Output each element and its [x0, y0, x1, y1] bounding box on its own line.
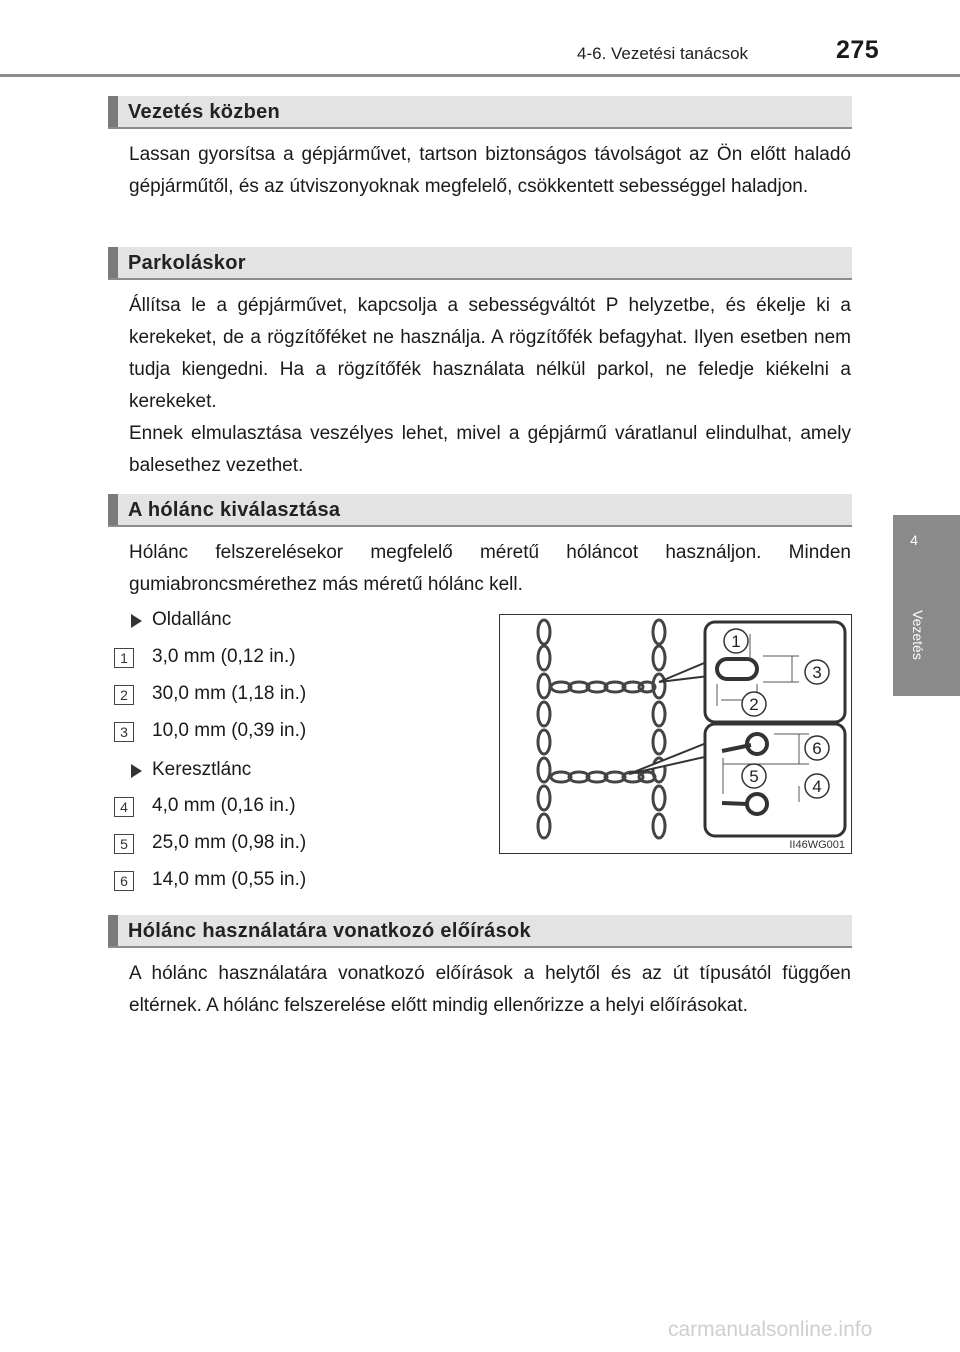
callout-label: 3: [812, 663, 822, 682]
spec-number-badge: 1: [114, 648, 134, 668]
section-title: A hólánc kiválasztása: [128, 499, 341, 521]
callout-label: 6: [812, 739, 822, 758]
section-heading-chain-selection: [108, 494, 852, 527]
spec-value: 14,0 mm (0,55 in.): [152, 869, 307, 890]
paragraph: Lassan gyorsítsa a gépjárművet, tartson biztonságos távolságot az Ön előtt haladó gépjárműtől, és az útviszonyoknak megfelelő, csökkentett sebességgel haladjon.: [129, 144, 851, 197]
section-heading-bar: [108, 247, 118, 278]
spec-number-badge: 3: [114, 722, 134, 742]
running-header-section: 4-6. Vezetési tanácsok: [577, 44, 749, 63]
spec-number-badge: 4: [114, 797, 134, 817]
section-title: Hólánc használatára vonatkozó előírások: [128, 920, 531, 942]
figure-code: II46WG001: [789, 839, 845, 851]
paragraph: Hólánc felszerelésekor megfelelő méretű hóláncot használjon. Minden gumiabroncsmérethez más méretű hólánc kell.: [129, 542, 851, 595]
spec-number-badge: 5: [114, 834, 134, 854]
chapter-label: Vezetés: [910, 610, 926, 660]
section-heading-parking: [108, 247, 852, 280]
callout-label: 5: [749, 767, 759, 786]
paragraph: A hólánc használatára vonatkozó előírások a helytől és az út típusától függően eltérnek. A hólánc felszerelése előtt mindig ellenőrizze a helyi előírásokat.: [129, 963, 851, 1016]
header-divider: [0, 74, 960, 77]
bullet-triangle-icon: [131, 614, 142, 628]
snow-chain-diagram: [499, 614, 852, 854]
section-title: Parkoláskor: [128, 252, 246, 274]
chapter-number: 4: [910, 532, 918, 548]
spec-value: 25,0 mm (0,98 in.): [152, 832, 307, 853]
callout-label: 1: [731, 632, 741, 651]
section-heading-bar: [108, 915, 118, 946]
cross-chain-title: Keresztlánc: [152, 759, 252, 780]
spec-value: 4,0 mm (0,16 in.): [152, 795, 296, 816]
spec-value: 30,0 mm (1,18 in.): [152, 683, 307, 704]
section-heading-bar: [108, 96, 118, 127]
paragraph: Ennek elmulasztása veszélyes lehet, mivel a gépjármű váratlanul elindulhat, amely balesethez vezethet.: [129, 423, 851, 476]
callout-label: 4: [812, 777, 822, 796]
spec-value: 10,0 mm (0,39 in.): [152, 720, 307, 741]
bullet-triangle-icon: [131, 764, 142, 778]
callout-label: 2: [749, 695, 759, 714]
section-heading-driving: [108, 96, 852, 129]
section-heading-bar: [108, 494, 118, 525]
watermark: carmanualsonline.info: [668, 1318, 873, 1341]
spec-number-badge: 2: [114, 685, 134, 705]
spec-value: 3,0 mm (0,12 in.): [152, 646, 296, 667]
page-number: 275: [836, 36, 880, 64]
section-title: Vezetés közben: [128, 101, 281, 123]
side-chain-title: Oldallánc: [152, 609, 232, 630]
section-heading-chain-regulations: [108, 915, 852, 948]
spec-number-badge: 6: [114, 871, 134, 891]
paragraph: Állítsa le a gépjárművet, kapcsolja a sebességváltót P helyzetbe, és ékelje ki a kerekeket, de a rögzítőféket ne használja. A rögzítőfék befagyhat. Ilyen esetben nem tudja kiengedni. Ha a rögzítőfék használata nélkül parkol, ne feledje kiékelni a kerekeket.: [129, 295, 851, 412]
